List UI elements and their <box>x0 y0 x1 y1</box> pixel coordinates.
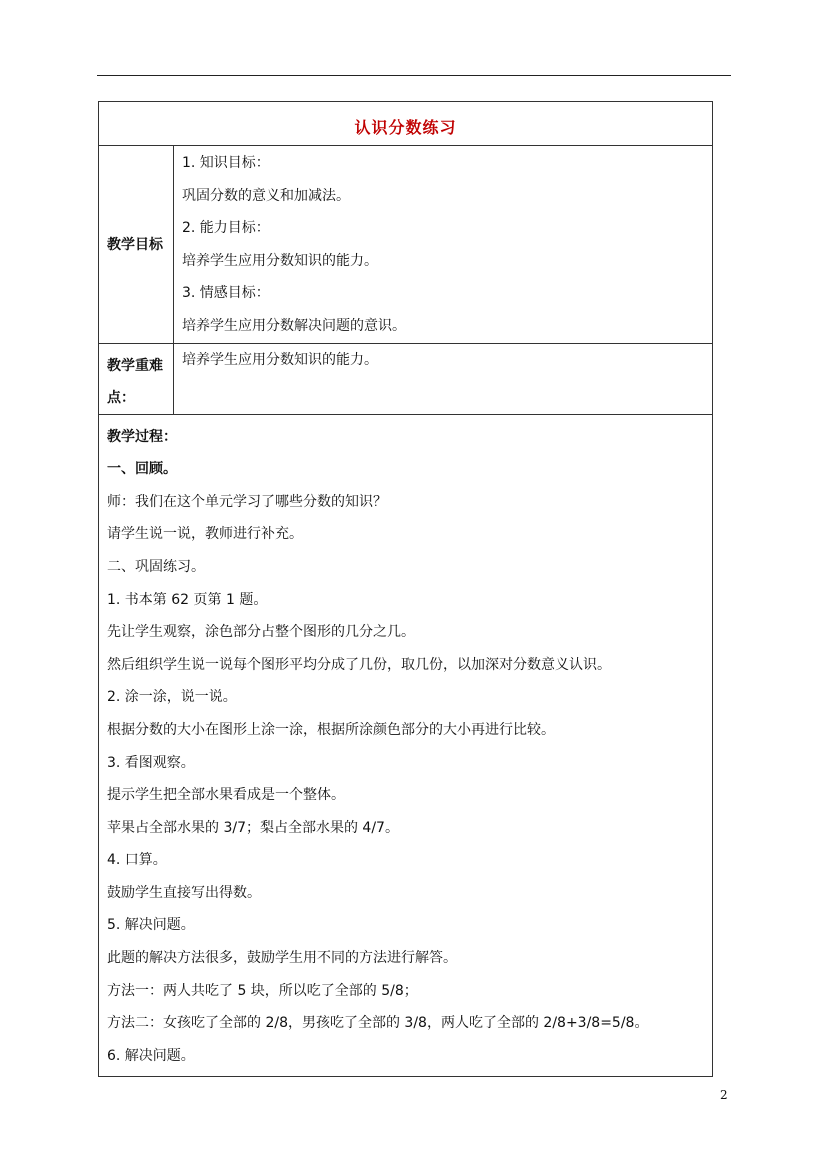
process-cell <box>99 414 713 1077</box>
process-line: 1. 书本第 62 页第 1 题。 <box>107 591 268 608</box>
process-line: 然后组织学生说一说每个图形平均分成了几份，取几份，以加深对分数意义认识。 <box>107 656 611 673</box>
title-cell <box>99 102 713 146</box>
process-line: 请学生说一说，教师进行补充。 <box>107 526 303 543</box>
goals-content <box>174 146 713 344</box>
section-heading: 一、回顾。 <box>107 461 177 478</box>
process-line: 提示学生把全部水果看成是一个整体。 <box>107 787 345 804</box>
process-line: 苹果占全部水果的 3/7；梨占全部水果的 4/7。 <box>107 819 399 836</box>
process-line: 先让学生观察，涂色部分占整个图形的几分之几。 <box>107 624 415 641</box>
goal-line: 培养学生应用分数解决问题的意识。 <box>182 317 406 334</box>
process-line: 5. 解决问题。 <box>107 917 195 934</box>
document-title: 认识分数练习 <box>354 118 457 137</box>
process-line: 方法二：女孩吃了全部的 2/8，男孩吃了全部的 3/8，两人吃了全部的 2/8+3/8=5/8。 <box>107 1015 649 1032</box>
page-number: 2 <box>720 1088 728 1102</box>
process-line: 方法一：两人共吃了 5 块，所以吃了全部的 5/8； <box>107 982 418 999</box>
key-points-label <box>99 343 174 414</box>
goal-line: 1. 知识目标： <box>182 155 270 171</box>
process-line: 师：我们在这个单元学习了哪些分数的知识？ <box>107 493 387 510</box>
key-points-content <box>174 343 713 414</box>
key-points-text: 培养学生应用分数知识的能力。 <box>182 351 378 368</box>
process-line: 6. 解决问题。 <box>107 1047 195 1064</box>
process-line: 此题的解决方法很多，鼓励学生用不同的方法进行解答。 <box>107 950 457 967</box>
process-line: 根据分数的大小在图形上涂一涂，根据所涂颜色部分的大小再进行比较。 <box>107 721 555 738</box>
process-line: 4. 口算。 <box>107 852 167 869</box>
header-rule <box>97 75 731 76</box>
process-line: 3. 看图观察。 <box>107 754 195 771</box>
goal-line: 培养学生应用分数知识的能力。 <box>182 252 378 269</box>
goal-line: 3. 情感目标： <box>182 285 270 302</box>
goal-line: 巩固分数的意义和加减法。 <box>182 187 350 204</box>
process-heading: 教学过程： <box>107 428 177 445</box>
goal-line: 2. 能力目标： <box>182 220 270 237</box>
lesson-plan-table <box>98 101 713 1077</box>
process-line: 鼓励学生直接写出得数。 <box>107 884 261 901</box>
goals-label: 教学目标 <box>99 146 174 344</box>
key-points-label-line2: 点： <box>107 389 135 406</box>
process-line: 二、巩固练习。 <box>107 558 205 575</box>
key-points-label-line1: 教学重难 <box>107 357 163 374</box>
process-line: 2. 涂一涂，说一说。 <box>107 689 237 706</box>
